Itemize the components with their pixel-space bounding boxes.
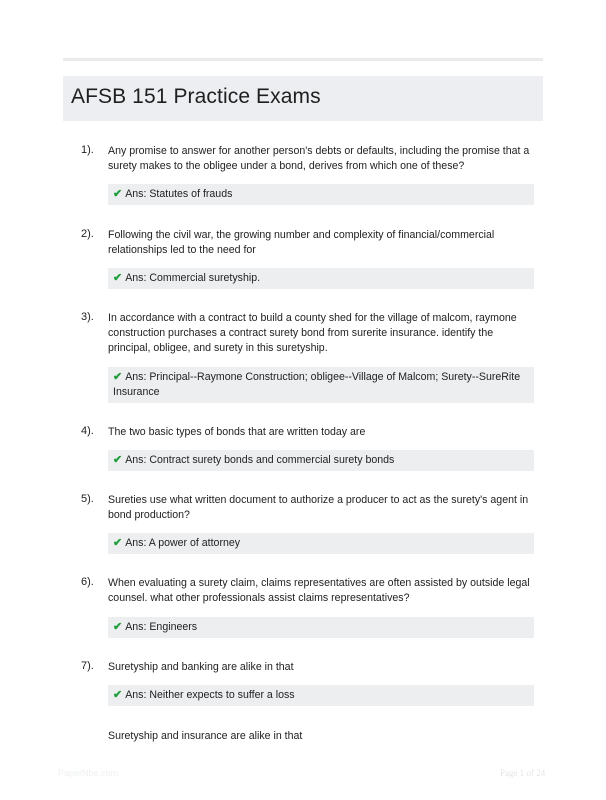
answer-text: Ans: Statutes of frauds xyxy=(125,188,233,200)
page-title: AFSB 151 Practice Exams xyxy=(71,85,321,108)
question-text: Suretyship and insurance are alike in that xyxy=(108,730,303,742)
checkmark-icon: ✔ xyxy=(113,188,123,200)
answer-box xyxy=(108,685,534,706)
question-number: 3). xyxy=(81,311,94,323)
answer-box xyxy=(108,533,534,554)
checkmark-icon: ✔ xyxy=(113,537,123,549)
checkmark-icon: ✔ xyxy=(113,454,123,466)
answer-text: Ans: A power of attorney xyxy=(125,537,241,549)
question-text: When evaluating a surety claim, claims representatives are often assisted by outside legal counsel. what other professionals assist claims representatives? xyxy=(108,577,530,605)
answer-box xyxy=(108,450,534,471)
checkmark-icon: ✔ xyxy=(113,621,123,633)
answer-box xyxy=(108,617,534,638)
answer-box xyxy=(108,184,534,205)
question-number: 6). xyxy=(81,576,94,588)
footer-watermark: PaperNbe.com xyxy=(58,768,119,778)
answer-text: Ans: Neither expects to suffer a loss xyxy=(125,689,295,701)
title-banner xyxy=(63,76,543,121)
question-text: Following the civil war, the growing number and complexity of financial/commercial relationships led to the need for xyxy=(108,229,495,257)
question-number: 2). xyxy=(81,228,94,240)
question-text: In accordance with a contract to build a county shed for the village of malcom, raymone construction purchases a contract surety bond from surerite insurance. identify the principal, obligee, and surety in this suretyship. xyxy=(108,312,517,355)
question-text: Sureties use what written document to authorize a producer to act as the surety's agent in bond production? xyxy=(108,494,529,522)
question-text: Any promise to answer for another person's debts or defaults, including the promise that a surety makes to the obligee under a bond, derives from which one of these? xyxy=(108,145,530,173)
answer-text: Ans: Commercial suretyship. xyxy=(125,272,261,284)
answer-box xyxy=(108,268,534,289)
checkmark-icon: ✔ xyxy=(113,689,123,701)
answer-text: Ans: Engineers xyxy=(125,621,198,633)
question-number: 4). xyxy=(81,425,94,437)
answer-box xyxy=(108,367,534,403)
answer-text: Ans: Contract surety bonds and commercial surety bonds xyxy=(125,454,395,466)
question-number: 1). xyxy=(81,144,94,156)
question-text: Suretyship and banking are alike in that xyxy=(108,661,294,673)
question-number: 7). xyxy=(81,660,94,672)
answer-text: Ans: Principal--Raymone Construction; obligee--Village of Malcom; Surety--SureRite Insurance xyxy=(113,371,521,399)
checkmark-icon: ✔ xyxy=(113,371,123,383)
question-text: The two basic types of bonds that are written today are xyxy=(108,426,366,438)
page-number: Page 1 of 24 xyxy=(500,768,546,778)
question-number: 5). xyxy=(81,493,94,505)
top-divider xyxy=(63,58,543,61)
checkmark-icon: ✔ xyxy=(113,272,123,284)
